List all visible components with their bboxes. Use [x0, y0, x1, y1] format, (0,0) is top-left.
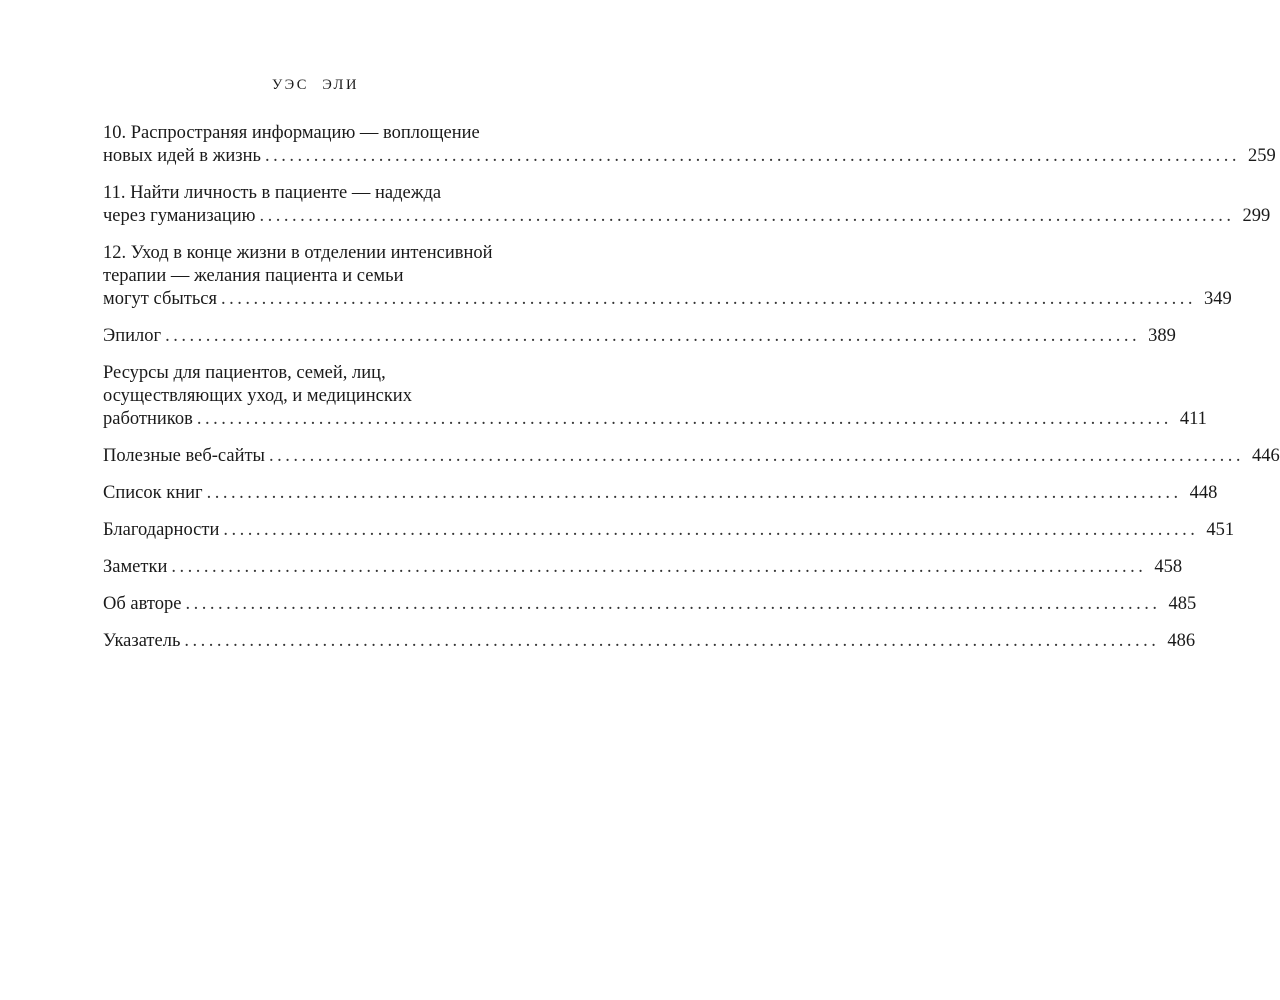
- dot-leader: ........................................................................................................................: [268, 446, 1244, 466]
- toc-entry[interactable]: [103, 445, 1280, 468]
- toc-entry-title-line: терапии — желания пациента и семьи: [103, 266, 404, 286]
- toc-entry[interactable]: [103, 630, 1196, 653]
- toc-entry[interactable]: [103, 242, 1232, 311]
- toc-entry-title: Заметки: [103, 557, 168, 577]
- toc-page-number: 458: [1154, 557, 1183, 577]
- running-head: УЭС ЭЛИ: [271, 77, 360, 93]
- toc-page-number: 446: [1251, 446, 1280, 466]
- toc-entry-title-line: Ресурсы для пациентов, семей, лиц,: [103, 363, 386, 383]
- toc-page-number: 411: [1179, 409, 1207, 429]
- toc-page-number: 486: [1167, 631, 1196, 651]
- table-of-contents: [103, 122, 1280, 667]
- toc-page-number: 451: [1206, 520, 1235, 540]
- toc-entry-title: Об авторе: [103, 594, 182, 614]
- toc-entry[interactable]: [103, 556, 1183, 579]
- toc-entry-title: через гуманизацию: [103, 206, 256, 226]
- toc-entry[interactable]: [103, 182, 1271, 228]
- toc-entry-title: Полезные веб-сайты: [103, 446, 265, 466]
- dot-leader: ........................................................................................................................: [184, 631, 1160, 651]
- toc-page-number: 299: [1242, 206, 1271, 226]
- dot-leader: ........................................................................................................................: [206, 483, 1182, 503]
- dot-leader: ........................................................................................................................: [171, 557, 1147, 577]
- toc-page-number: 389: [1148, 326, 1176, 346]
- toc-entry-title-line: осуществляющих уход, и медицинских: [103, 386, 412, 406]
- toc-entry[interactable]: [103, 325, 1176, 348]
- toc-entry-title: Эпилог: [103, 326, 162, 346]
- toc-entry-title: Список книг: [103, 483, 203, 503]
- dot-leader: ........................................................................................................................: [264, 146, 1240, 166]
- toc-entry[interactable]: [103, 593, 1197, 616]
- toc-entry[interactable]: [103, 482, 1218, 505]
- toc-entry-title: новых идей в жизнь: [103, 146, 261, 166]
- toc-page-number: 259: [1247, 146, 1276, 166]
- toc-page-number: 485: [1168, 594, 1197, 614]
- toc-page-number: 448: [1189, 483, 1218, 503]
- dot-leader: ........................................................................................................................: [196, 409, 1172, 429]
- toc-entry-title: Благодарности: [103, 520, 220, 540]
- dot-leader: ........................................................................................................................: [221, 289, 1197, 309]
- toc-entry-title-line: 12. Уход в конце жизни в отделении интенсивной: [103, 243, 493, 263]
- toc-page-number: 349: [1204, 289, 1232, 309]
- toc-entry-title: могут сбыться: [103, 289, 218, 309]
- toc-entry[interactable]: [103, 519, 1235, 542]
- toc-entry-title-line: 11. Найти личность в пациенте — надежда: [103, 183, 442, 203]
- toc-entry-title-line: 10. Распространяя информацию — воплощение: [103, 123, 480, 143]
- toc-entry-title: работников: [103, 409, 193, 429]
- dot-leader: ........................................................................................................................: [259, 206, 1235, 226]
- dot-leader: ........................................................................................................................: [165, 326, 1141, 346]
- toc-entry[interactable]: [103, 362, 1207, 431]
- dot-leader: ........................................................................................................................: [185, 594, 1161, 614]
- dot-leader: ........................................................................................................................: [223, 520, 1199, 540]
- toc-entry-title: Указатель: [103, 631, 181, 651]
- toc-entry[interactable]: [103, 122, 1276, 168]
